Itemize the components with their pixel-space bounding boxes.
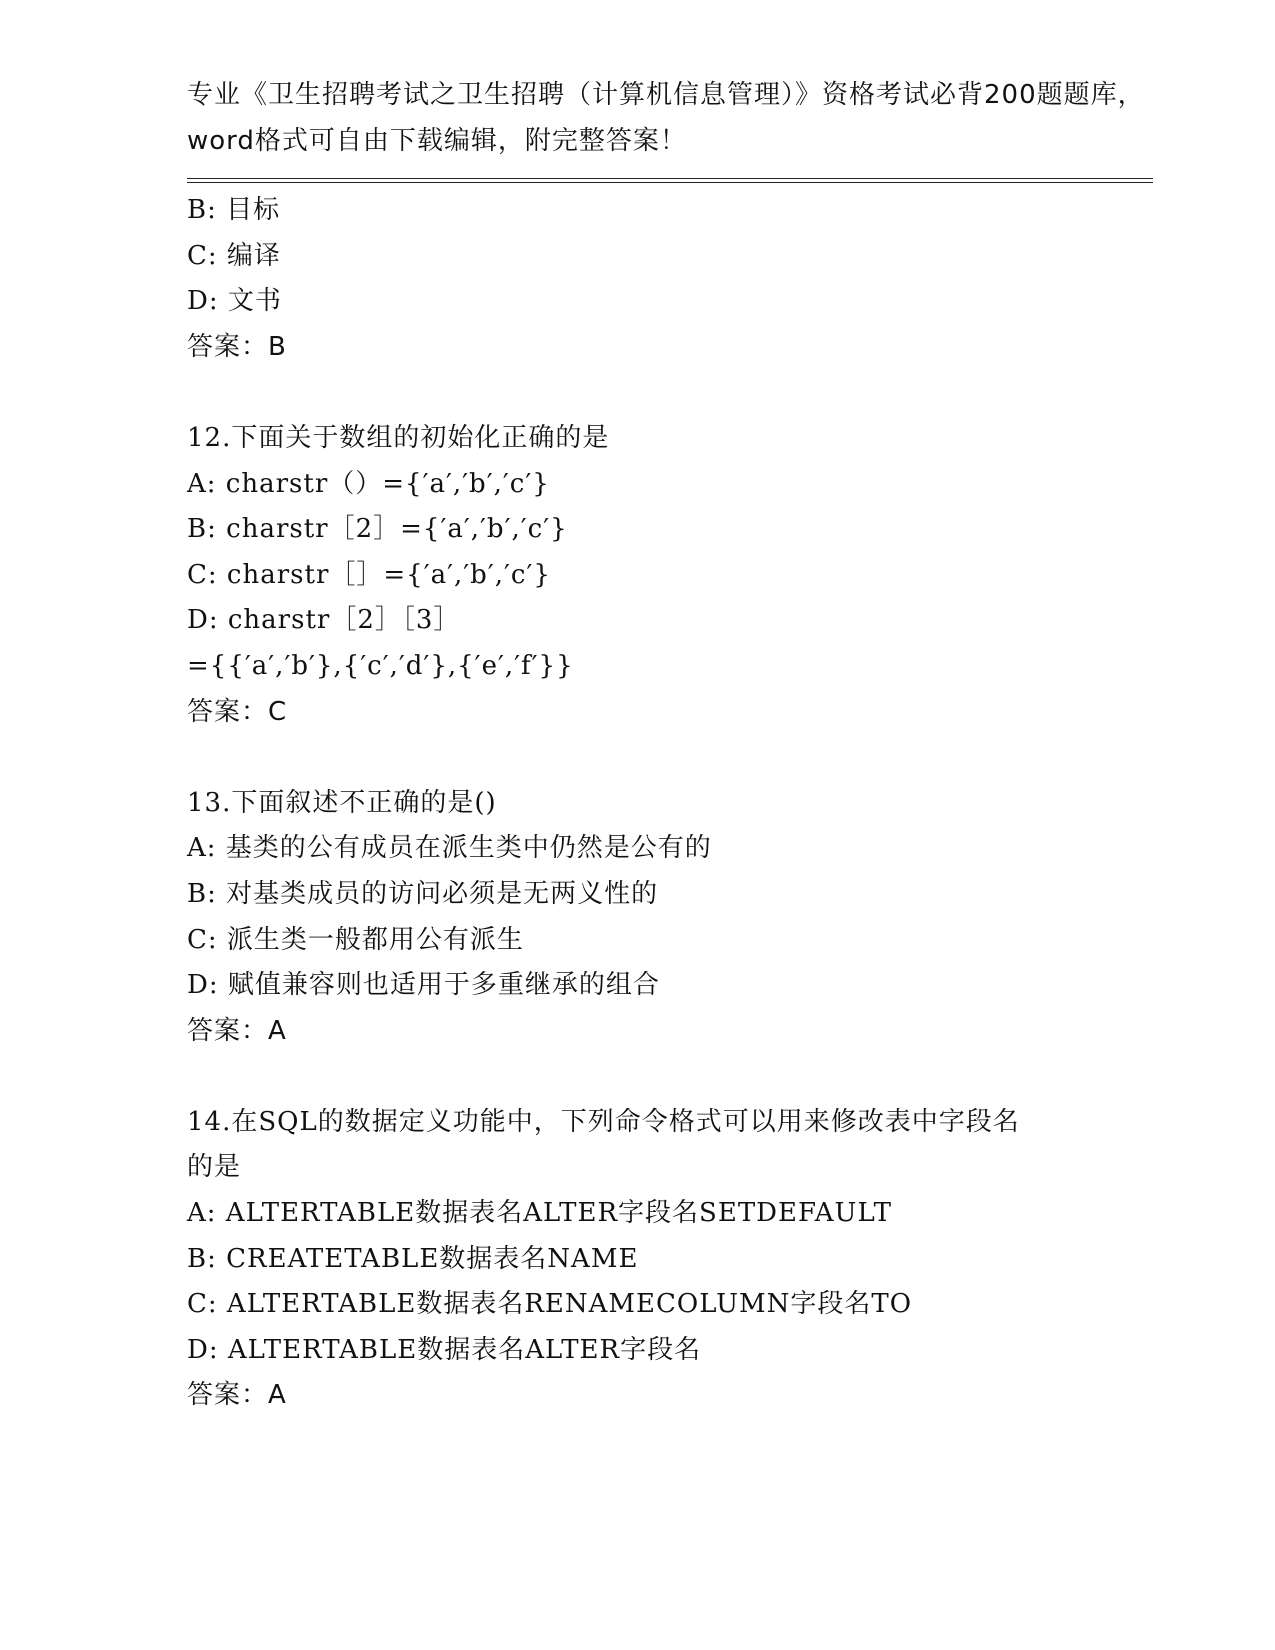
- question-stem-continued: 的是: [187, 1152, 242, 1183]
- option-b: B: 对基类成员的访问必须是无两义性的: [187, 878, 659, 909]
- spacer: [187, 1054, 1087, 1100]
- header-line-2: word格式可自由下载编辑，附完整答案！: [187, 125, 687, 156]
- option-c: C: 派生类一般都用公有派生: [187, 924, 524, 955]
- answer-line: 答案：C: [187, 696, 288, 727]
- option-c: C: ALTERTABLE数据表名RENAMECOLUMN字段名TO: [187, 1289, 913, 1320]
- option-d: D: ALTERTABLE数据表名ALTER字段名: [187, 1334, 702, 1365]
- question-stem: 13.下面叙述不正确的是(): [187, 787, 497, 818]
- option-d-continued: ={{′a′,′b′},{′c′,′d′},{′e′,′f′}}: [187, 650, 574, 681]
- answer-line: 答案：A: [187, 1380, 287, 1411]
- question-stem: 14.在SQL的数据定义功能中，下列命令格式可以用来修改表中字段名: [187, 1106, 1020, 1137]
- question-14: [187, 1100, 1087, 1419]
- option-c: C: charstr［］={′a′,′b′,′c′}: [187, 559, 551, 590]
- option-b: B: charstr［2］={′a′,′b′,′c′}: [187, 514, 568, 545]
- question-12: [187, 416, 1087, 735]
- option-d: D: 赋值兼容则也适用于多重继承的组合: [187, 970, 660, 1001]
- option-b: B: 目标: [187, 195, 281, 225]
- question-stem: 12.下面关于数组的初始化正确的是: [187, 422, 610, 453]
- question-13: [187, 781, 1087, 1055]
- header-divider-top: [187, 178, 1153, 179]
- header-line-1: 专业《卫生招聘考试之卫生招聘（计算机信息管理）》资格考试必背200题题库，: [187, 80, 1145, 110]
- question-list: [187, 188, 1087, 1419]
- option-d: D: 文书: [187, 286, 282, 317]
- option-c: C: 编译: [187, 240, 281, 271]
- spacer: [187, 370, 1087, 416]
- spacer: [187, 735, 1087, 781]
- answer-line: 答案：A: [187, 1015, 287, 1046]
- answer-line: 答案：B: [187, 331, 287, 362]
- option-b: B: CREATETABLE数据表名NAME: [187, 1243, 639, 1274]
- document-header: [187, 73, 1145, 164]
- previous-question-tail: [187, 188, 1087, 370]
- option-d: D: charstr［2］［3］: [187, 605, 461, 636]
- option-a: A: 基类的公有成员在派生类中仍然是公有的: [187, 833, 712, 864]
- option-a: A: charstr（）={′a′,′b′,′c′}: [187, 468, 550, 499]
- option-a: A: ALTERTABLE数据表名ALTER字段名SETDEFAULT: [187, 1198, 892, 1229]
- header-divider-bottom: [187, 182, 1153, 183]
